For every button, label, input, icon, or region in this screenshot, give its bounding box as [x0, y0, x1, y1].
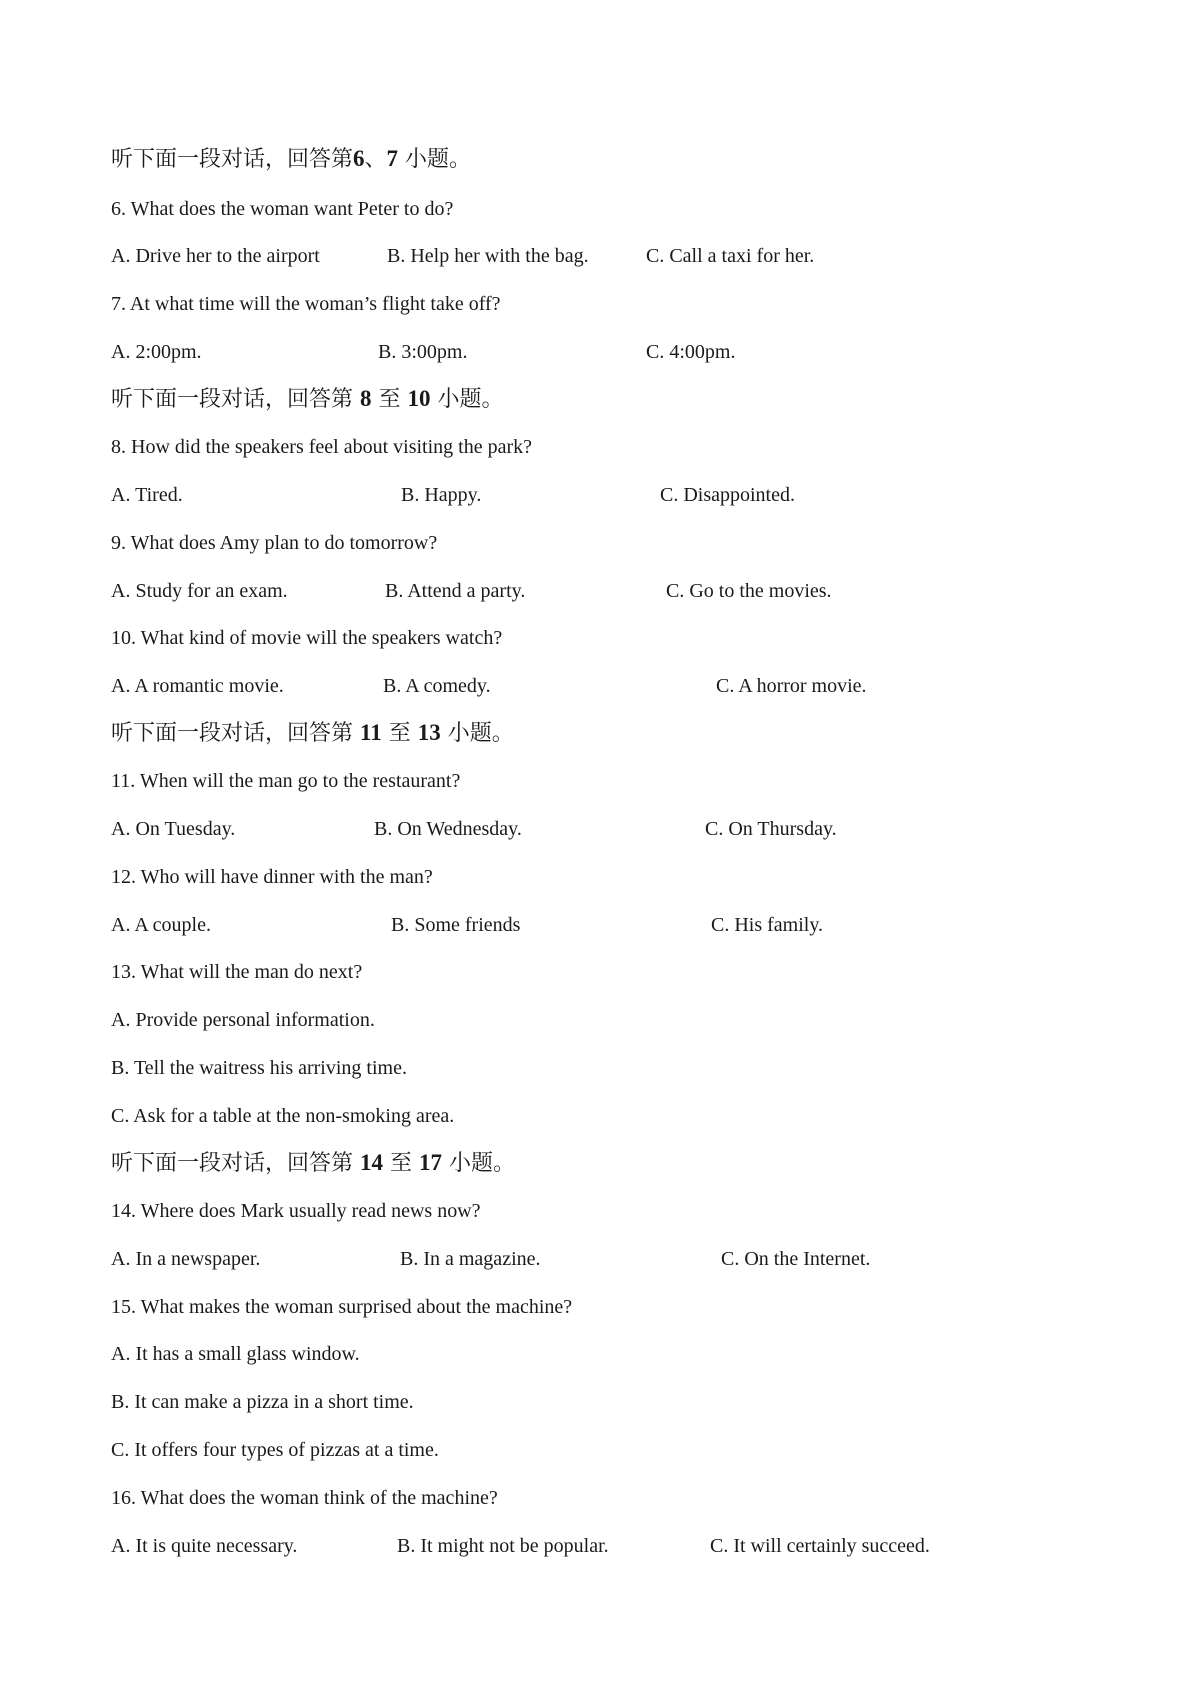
section-header — [111, 145, 471, 174]
section-header-text: 听下面一段对话，回答第 — [111, 387, 360, 412]
option-b: B. In a magazine. — [400, 1248, 541, 1270]
option-c: C. His family. — [711, 914, 824, 936]
question-9: 9. What does Amy plan to do tomorrow? — [111, 532, 438, 554]
option-b: B. A comedy. — [383, 675, 491, 697]
question-number: 8 — [360, 386, 372, 411]
option-c: C. It offers four types of pizzas at a time. — [111, 1439, 439, 1461]
question-7: 7. At what time will the woman’s flight take off? — [111, 293, 501, 315]
option-b: B. Help her with the bag. — [387, 245, 589, 267]
question-16: 16. What does the woman think of the machine? — [111, 1487, 498, 1509]
option-a: A. In a newspaper. — [111, 1248, 261, 1270]
question-number: 17 — [419, 1150, 442, 1175]
section-header-text: 小题。 — [430, 387, 504, 412]
question-13: 13. What will the man do next? — [111, 961, 363, 983]
section-header-text: 听下面一段对话，回答第 — [111, 721, 360, 746]
question-6: 6. What does the woman want Peter to do? — [111, 198, 454, 220]
section-header-text: 小题。 — [440, 721, 514, 746]
section-header-text: 至 — [381, 721, 418, 746]
question-number: 11 — [360, 720, 382, 745]
question-8: 8. How did the speakers feel about visiting the park? — [111, 436, 532, 458]
option-a: A. A couple. — [111, 914, 211, 936]
option-b: B. It might not be popular. — [397, 1535, 609, 1557]
question-number: 7 — [386, 146, 399, 171]
section-header-text: 听下面一段对话，回答第 — [111, 147, 354, 172]
option-b: B. Attend a party. — [385, 580, 526, 602]
question-12: 12. Who will have dinner with the man? — [111, 866, 433, 888]
option-a: A. Provide personal information. — [111, 1009, 375, 1031]
question-11: 11. When will the man go to the restaurant? — [111, 770, 461, 792]
section-header-text: 至 — [371, 387, 408, 412]
option-a: A. On Tuesday. — [111, 818, 236, 840]
option-c: C. A horror movie. — [716, 675, 867, 697]
question-number: 13 — [417, 720, 441, 745]
question-number: 14 — [360, 1150, 383, 1175]
section-header — [111, 719, 514, 748]
option-c: C. 4:00pm. — [646, 341, 736, 363]
option-b: B. Tell the waitress his arriving time. — [111, 1057, 407, 1079]
option-c: C. Disappointed. — [660, 484, 795, 506]
option-c: C. Call a taxi for her. — [646, 245, 815, 267]
question-number: 6 — [353, 146, 365, 171]
option-a: A. Tired. — [111, 484, 183, 506]
question-10: 10. What kind of movie will the speakers watch? — [111, 627, 503, 649]
section-header-text: 小题。 — [398, 147, 472, 172]
question-14: 14. Where does Mark usually read news now? — [111, 1200, 481, 1222]
section-header-text: 听下面一段对话，回答第 — [111, 1151, 360, 1176]
option-a: A. Drive her to the airport — [111, 245, 320, 267]
option-c: C. Go to the movies. — [666, 580, 832, 602]
option-a: A. It has a small glass window. — [111, 1343, 360, 1365]
option-b: B. Happy. — [401, 484, 482, 506]
option-b: B. Some friends — [391, 914, 521, 936]
option-c: C. On Thursday. — [705, 818, 837, 840]
option-a: A. Study for an exam. — [111, 580, 288, 602]
section-header — [111, 1149, 515, 1178]
option-a: A. It is quite necessary. — [111, 1535, 298, 1557]
option-a: A. A romantic movie. — [111, 675, 284, 697]
option-c: C. Ask for a table at the non-smoking area. — [111, 1105, 455, 1127]
question-number: 10 — [407, 386, 431, 411]
option-b: B. 3:00pm. — [378, 341, 468, 363]
option-a: A. 2:00pm. — [111, 341, 202, 363]
section-header — [111, 385, 504, 414]
option-c: C. It will certainly succeed. — [710, 1535, 930, 1557]
option-b: B. On Wednesday. — [374, 818, 522, 840]
option-b: B. It can make a pizza in a short time. — [111, 1391, 414, 1413]
section-header-text: 小题。 — [442, 1151, 515, 1176]
option-c: C. On the Internet. — [721, 1248, 871, 1270]
section-header-text: 、 — [364, 147, 387, 172]
section-header-text: 至 — [383, 1151, 419, 1176]
question-15: 15. What makes the woman surprised about the machine? — [111, 1296, 573, 1318]
